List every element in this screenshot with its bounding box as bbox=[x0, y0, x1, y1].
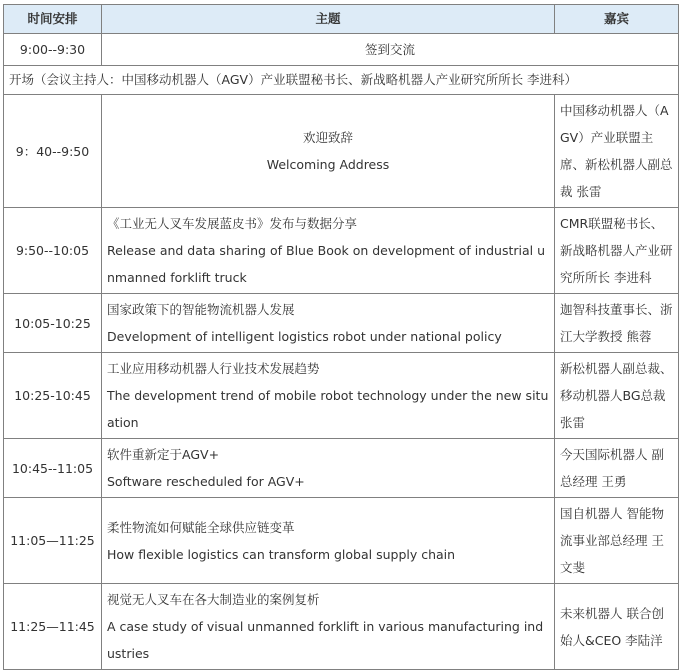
session-time: 11:25—11:45 bbox=[4, 584, 102, 670]
session-time: 10:45--11:05 bbox=[4, 439, 102, 498]
session-topic-cn: 《工业无人叉车发展蓝皮书》发布与数据分享 bbox=[107, 216, 358, 231]
session-time: 9：40--9:50 bbox=[4, 95, 102, 208]
session-topic-en: Software rescheduled for AGV+ bbox=[107, 474, 305, 489]
checkin-time: 9:00--9:30 bbox=[4, 34, 102, 66]
session-guest: 今天国际机器人 副总经理 王勇 bbox=[555, 439, 679, 498]
session-topic bbox=[102, 439, 555, 498]
session-topic bbox=[102, 498, 555, 584]
session-topic bbox=[102, 95, 555, 208]
table-row bbox=[4, 95, 679, 208]
session-topic bbox=[102, 294, 555, 353]
session-topic-en: Development of intelligent logistics robot under national policy bbox=[107, 329, 502, 344]
session-guest: CMR联盟秘书长、新战略机器人产业研究所所长 李进科 bbox=[555, 208, 679, 294]
session-topic-en: Welcoming Address bbox=[266, 157, 390, 172]
session-topic-en: The development trend of mobile robot technology under the new situation bbox=[107, 388, 549, 430]
table-row bbox=[4, 584, 679, 670]
session-guest: 迦智科技董事长、浙江大学教授 熊蓉 bbox=[555, 294, 679, 353]
session-topic-cn: 工业应用移动机器人行业技术发展趋势 bbox=[107, 361, 320, 376]
session-topic-cn: 国家政策下的智能物流机器人发展 bbox=[107, 302, 295, 317]
session-topic-cn: 软件重新定于AGV+ bbox=[107, 447, 220, 462]
session-topic-cn: 柔性物流如何赋能全球供应链变革 bbox=[107, 519, 295, 535]
session-topic bbox=[102, 584, 555, 670]
table-row bbox=[4, 208, 679, 294]
session-guest: 国自机器人 智能物流事业部总经理 王文斐 bbox=[555, 498, 679, 584]
session-time: 9:50--10:05 bbox=[4, 208, 102, 294]
opening-text: 开场（会议主持人：中国移动机器人（AGV）产业联盟秘书长、新战略机器人产业研究所所长 李进科） bbox=[4, 66, 679, 95]
session-topic-en: How flexible logistics can transform global supply chain bbox=[107, 546, 456, 562]
session-topic bbox=[102, 208, 555, 294]
agenda-table bbox=[3, 4, 679, 670]
table-row bbox=[4, 353, 679, 439]
header-row bbox=[4, 5, 679, 34]
session-topic-en: Release and data sharing of Blue Book on development of industrial unmanned forklift truck bbox=[107, 243, 546, 285]
session-time: 10:05-10:25 bbox=[4, 294, 102, 353]
session-topic-en: A case study of visual unmanned forklift in various manufacturing industries bbox=[107, 619, 544, 661]
header-time: 时间安排 bbox=[4, 5, 102, 34]
opening-row bbox=[4, 66, 679, 95]
session-guest: 未来机器人 联合创始人&CEO 李陆洋 bbox=[555, 584, 679, 670]
table-row bbox=[4, 294, 679, 353]
header-topic: 主题 bbox=[102, 5, 555, 34]
session-guest: 中国移动机器人（AGV）产业联盟主席、新松机器人副总裁 张雷 bbox=[555, 95, 679, 208]
session-time: 10:25-10:45 bbox=[4, 353, 102, 439]
session-topic bbox=[102, 353, 555, 439]
header-guest: 嘉宾 bbox=[555, 5, 679, 34]
session-time: 11:05—11:25 bbox=[4, 498, 102, 584]
table-row bbox=[4, 498, 679, 584]
session-topic-cn: 欢迎致辞 bbox=[302, 130, 353, 145]
checkin-row bbox=[4, 34, 679, 66]
checkin-topic: 签到交流 bbox=[102, 34, 679, 66]
session-guest: 新松机器人副总裁、移动机器人BG总裁 张雷 bbox=[555, 353, 679, 439]
table-row bbox=[4, 439, 679, 498]
session-topic-cn: 视觉无人叉车在各大制造业的案例复析 bbox=[107, 592, 320, 607]
